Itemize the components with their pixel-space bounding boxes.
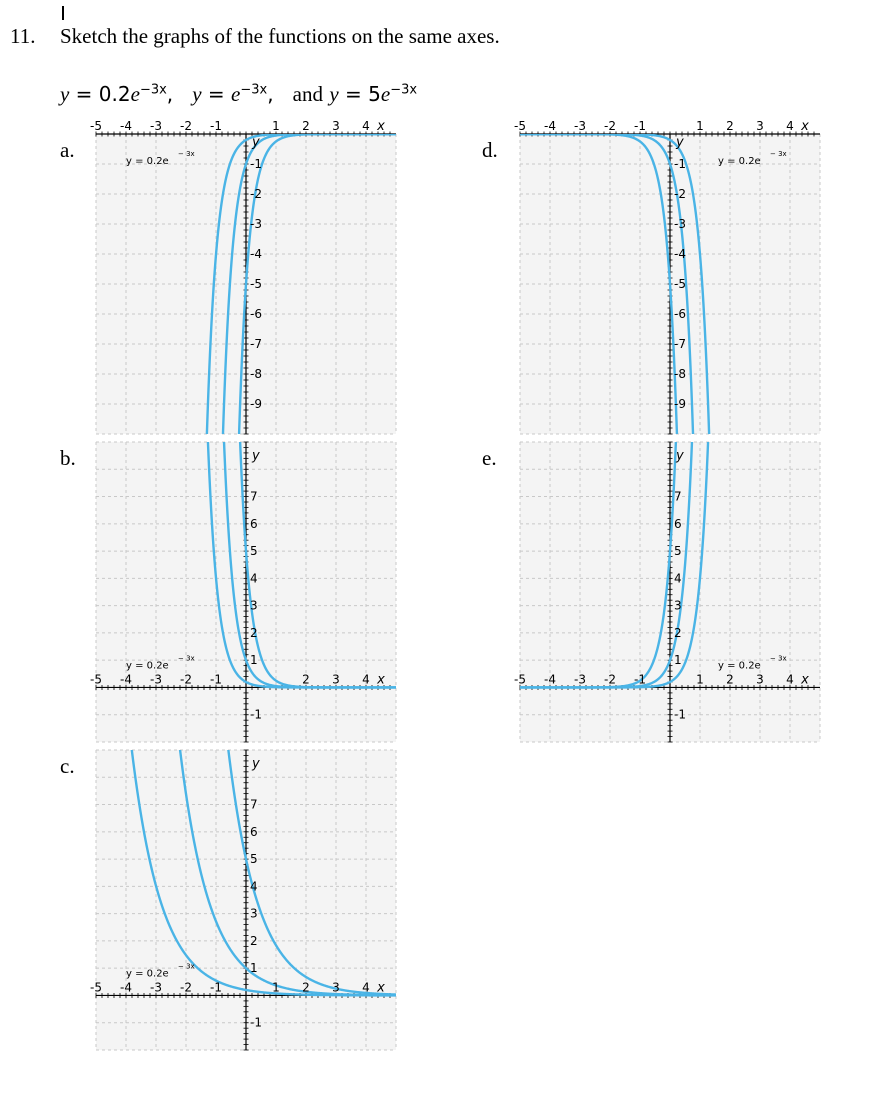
x-axis-label: x xyxy=(801,119,809,134)
y-tick-label: 1 xyxy=(674,653,682,668)
y-tick-label: -1 xyxy=(250,1015,262,1030)
option-a-label[interactable]: a. xyxy=(60,138,75,162)
x-tick-label: 4 xyxy=(786,672,794,687)
y-tick-label: 5 xyxy=(674,544,682,559)
option-b-label[interactable]: b. xyxy=(60,446,76,470)
y-tick-label: 4 xyxy=(250,571,258,586)
y-tick-label: -1 xyxy=(674,707,686,722)
y-tick-label: 7 xyxy=(250,489,258,504)
option-e-label[interactable]: e. xyxy=(482,446,497,470)
x-tick-label: -1 xyxy=(210,672,222,687)
function-annotation: y = 0.2e xyxy=(126,968,169,980)
y-tick-label: -7 xyxy=(674,337,686,351)
f3-mid: = 5 xyxy=(338,82,381,106)
x-tick-label: -5 xyxy=(90,119,102,133)
x-tick-label: 2 xyxy=(726,119,734,133)
function-annotation: y = 0.2e xyxy=(718,156,761,167)
y-tick-label: -8 xyxy=(250,367,262,381)
x-tick-label: 1 xyxy=(272,119,280,133)
y-tick-label: 6 xyxy=(250,824,258,839)
x-tick-label: 1 xyxy=(696,672,704,687)
x-tick-label: -3 xyxy=(150,980,162,995)
y-tick-label: -1 xyxy=(674,157,686,171)
x-axis-label: x xyxy=(377,119,385,134)
x-tick-label: -1 xyxy=(210,119,222,133)
y-tick-label: -1 xyxy=(250,157,262,171)
x-tick-label: 1 xyxy=(696,119,704,133)
graph-d[interactable] xyxy=(514,119,820,434)
x-tick-label: -2 xyxy=(604,119,616,133)
text-cursor xyxy=(62,6,64,20)
function-annotation-exponent: − 3x xyxy=(770,150,787,158)
equation-line xyxy=(60,82,417,107)
y-tick-label: 1 xyxy=(250,653,258,668)
graph-a[interactable] xyxy=(90,119,396,434)
y-tick-label: 6 xyxy=(250,516,258,531)
y-tick-label: -3 xyxy=(250,217,262,231)
f3-base: e xyxy=(380,82,391,106)
x-tick-label: -5 xyxy=(514,672,526,687)
f2-mid: = xyxy=(201,82,232,106)
option-d-label[interactable]: d. xyxy=(482,138,498,162)
y-tick-label: 2 xyxy=(250,933,258,948)
x-tick-label: -3 xyxy=(150,119,162,133)
x-tick-label: -3 xyxy=(574,672,586,687)
y-axis-label: y xyxy=(252,756,260,772)
x-tick-label: 4 xyxy=(362,980,370,995)
y-tick-label: 3 xyxy=(250,598,258,613)
y-tick-label: 3 xyxy=(674,598,682,613)
x-tick-label: 1 xyxy=(272,980,280,995)
y-tick-label: -9 xyxy=(674,397,686,411)
graph-svg xyxy=(514,442,820,742)
x-tick-label: -2 xyxy=(180,119,192,133)
y-tick-label: -6 xyxy=(674,307,686,321)
sep1: , xyxy=(166,82,174,106)
x-tick-label: -5 xyxy=(514,119,526,133)
f1-exp: −3x xyxy=(139,82,167,98)
y-tick-label: 3 xyxy=(250,906,258,921)
x-tick-label: 4 xyxy=(362,119,370,133)
x-tick-label: -1 xyxy=(634,119,646,133)
function-annotation: y = 0.2e xyxy=(126,156,169,167)
x-tick-label: -4 xyxy=(544,119,556,133)
graph-e[interactable] xyxy=(514,442,820,742)
x-tick-label: 4 xyxy=(362,672,370,687)
y-tick-label: -5 xyxy=(674,277,686,291)
x-tick-label: -4 xyxy=(120,119,132,133)
x-tick-label: -2 xyxy=(180,672,192,687)
y-tick-label: 1 xyxy=(250,961,258,976)
f1-mid: = 0.2 xyxy=(69,82,131,106)
y-tick-label: -3 xyxy=(674,217,686,231)
function-annotation-exponent: − 3x xyxy=(178,962,195,971)
y-tick-label: -7 xyxy=(250,337,262,351)
x-tick-label: -4 xyxy=(120,672,132,687)
y-tick-label: -2 xyxy=(674,187,686,201)
y-tick-label: 2 xyxy=(250,625,258,640)
x-tick-label: 2 xyxy=(726,672,734,687)
f3-lhs: y xyxy=(329,82,339,106)
y-tick-label: -5 xyxy=(250,277,262,291)
option-c-label[interactable]: c. xyxy=(60,754,75,778)
y-tick-label: -6 xyxy=(250,307,262,321)
function-annotation-exponent: − 3x xyxy=(178,654,195,663)
graph-b[interactable] xyxy=(90,442,396,742)
f1-lhs: y xyxy=(60,82,70,106)
f1-base: e xyxy=(130,82,140,106)
y-tick-label: 4 xyxy=(674,571,682,586)
x-tick-label: 3 xyxy=(332,119,340,133)
y-tick-label: -2 xyxy=(250,187,262,201)
f2-lhs: y xyxy=(192,82,202,106)
y-tick-label: 6 xyxy=(674,516,682,531)
y-tick-label: 5 xyxy=(250,852,258,867)
y-tick-label: 5 xyxy=(250,544,258,559)
f3-exp: −3x xyxy=(390,82,418,98)
y-tick-label: -9 xyxy=(250,397,262,411)
x-tick-label: 3 xyxy=(756,672,764,687)
function-annotation: y = 0.2e xyxy=(126,660,169,672)
x-tick-label: 2 xyxy=(302,672,310,687)
x-axis-label: x xyxy=(377,672,385,688)
x-tick-label: -3 xyxy=(150,672,162,687)
x-tick-label: 4 xyxy=(786,119,794,133)
x-tick-label: -4 xyxy=(544,672,556,687)
question-number: 11. xyxy=(10,24,36,48)
y-axis-label: y xyxy=(252,135,260,150)
y-tick-label: 7 xyxy=(674,489,682,504)
x-tick-label: -5 xyxy=(90,672,102,687)
f2-exp: −3x xyxy=(240,82,268,98)
y-tick-label: -4 xyxy=(250,247,262,261)
x-tick-label: 3 xyxy=(332,672,340,687)
function-annotation-exponent: − 3x xyxy=(178,150,195,158)
graph-svg xyxy=(90,442,396,742)
y-tick-label: 2 xyxy=(674,625,682,640)
x-tick-label: -4 xyxy=(120,980,132,995)
x-tick-label: 2 xyxy=(302,119,310,133)
y-tick-label: -1 xyxy=(250,707,262,722)
question-text: Sketch the graphs of the functions on the same axes. xyxy=(60,24,500,48)
x-tick-label: -2 xyxy=(180,980,192,995)
graph-svg xyxy=(90,119,396,434)
x-tick-label: -2 xyxy=(604,672,616,687)
and-word: and xyxy=(292,82,323,106)
function-annotation-exponent: − 3x xyxy=(770,654,787,663)
x-tick-label: -1 xyxy=(210,980,222,995)
sep2: , xyxy=(267,82,274,106)
function-annotation: y = 0.2e xyxy=(718,660,761,672)
y-tick-label: 7 xyxy=(250,797,258,812)
y-tick-label: -4 xyxy=(674,247,686,261)
y-axis-label: y xyxy=(676,448,684,464)
x-tick-label: 2 xyxy=(302,980,310,995)
y-axis-label: y xyxy=(676,135,684,150)
y-tick-label: -8 xyxy=(674,367,686,381)
y-axis-label: y xyxy=(252,448,260,464)
x-axis-label: x xyxy=(801,672,809,688)
x-axis-label: x xyxy=(377,980,385,996)
graph-svg xyxy=(514,119,820,434)
x-tick-label: -3 xyxy=(574,119,586,133)
graph-c[interactable] xyxy=(90,750,396,1050)
graph-svg xyxy=(90,750,396,1050)
x-tick-label: -5 xyxy=(90,980,102,995)
y-tick-label: 4 xyxy=(250,879,258,894)
x-tick-label: 3 xyxy=(756,119,764,133)
x-tick-label: -1 xyxy=(634,672,646,687)
x-tick-label: 3 xyxy=(332,980,340,995)
f2-base: e xyxy=(231,82,241,106)
